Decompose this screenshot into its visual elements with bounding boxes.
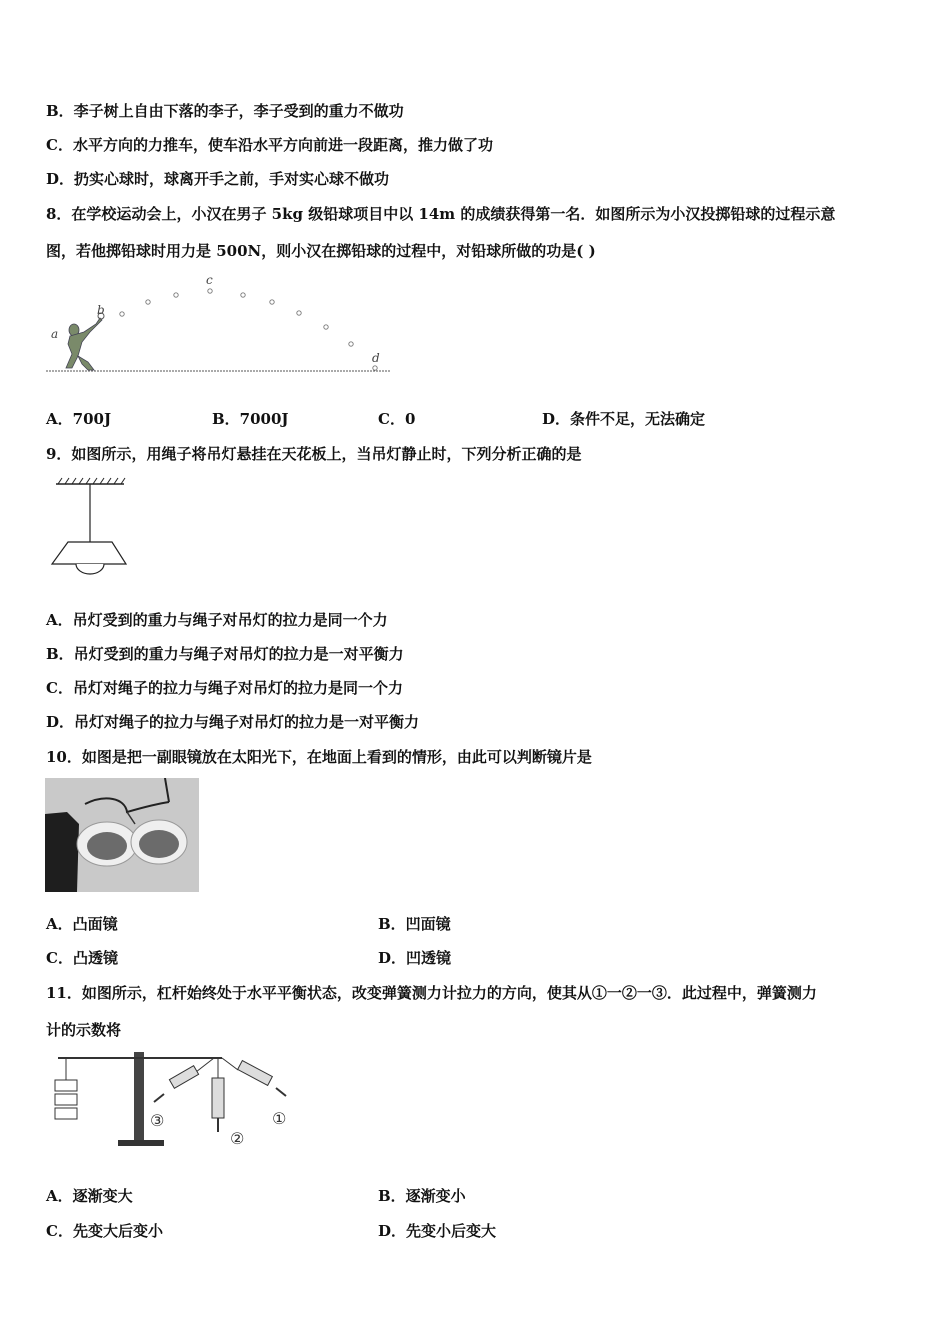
label-a: a (51, 327, 59, 341)
q7-option-d: D．扔实心球时，球离开手之前，手对实心球不做功 (46, 170, 390, 188)
q11-option-c: C．先变大后变小 (46, 1222, 163, 1240)
q11-option-a: A．逐渐变大 (46, 1187, 133, 1205)
q11-stem-line2: 计的示数将 (46, 1021, 122, 1039)
label-1: ① (272, 1109, 287, 1128)
q8-stem-line2: 图，若他掷铅球时用力是 500N，则小汉在掷铅球的过程中，对铅球所做的功是( ) (46, 242, 596, 260)
q10-stem: 10．如图是把一副眼镜放在太阳光下，在地面上看到的情形，由此可以判断镜片是 (46, 748, 592, 766)
label-c: c (206, 273, 213, 287)
q9-stem: 9．如图所示，用绳子将吊灯悬挂在天花板上，当吊灯静止时，下列分析正确的是 (46, 445, 582, 463)
q9-option-b: B．吊灯受到的重力与绳子对吊灯的拉力是一对平衡力 (46, 645, 404, 663)
q8-option-b: B．7000J (212, 410, 289, 428)
q7-option-b: B．李子树上自由下落的李子，李子受到的重力不做功 (46, 102, 404, 120)
label-b: b (97, 303, 105, 317)
q10-option-b: B．凹面镜 (378, 915, 451, 933)
q8-option-c: C．0 (378, 410, 416, 428)
q11-option-d: D．先变小后变大 (378, 1222, 497, 1240)
shot-put-figure (44, 270, 394, 378)
q10-option-c: C．凸透镜 (46, 949, 118, 967)
label-2: ② (230, 1129, 245, 1148)
q9-option-a: A．吊灯受到的重力与绳子对吊灯的拉力是同一个力 (46, 611, 388, 629)
q8-option-d: D．条件不足，无法确定 (542, 410, 706, 428)
label-3: ③ (150, 1111, 165, 1130)
hanging-lamp-figure (46, 476, 130, 578)
lever-figure (46, 1048, 300, 1152)
q9-option-d: D．吊灯对绳子的拉力与绳子对吊灯的拉力是一对平衡力 (46, 713, 420, 731)
q11-stem-line1: 11．如图所示，杠杆始终处于水平平衡状态，改变弹簧测力计拉力的方向，使其从①一②一③．此过程中，弹簧测力 (46, 984, 817, 1002)
q10-option-a: A．凸面镜 (46, 915, 118, 933)
q7-option-c: C．水平方向的力推车，使车沿水平方向前进一段距离，推力做了功 (46, 136, 493, 154)
q11-option-b: B．逐渐变小 (378, 1187, 466, 1205)
q10-option-d: D．凹透镜 (378, 949, 452, 967)
q8-stem-line1: 8．在学校运动会上，小汉在男子 5kg 级铅球项目中以 14m 的成绩获得第一名．如图所示为小汉投掷铅球的过程示意 (46, 205, 836, 223)
q8-option-a: A．700J (46, 410, 112, 428)
glasses-photo (45, 778, 199, 892)
label-d: d (372, 351, 380, 365)
q9-option-c: C．吊灯对绳子的拉力与绳子对吊灯的拉力是同一个力 (46, 679, 403, 697)
